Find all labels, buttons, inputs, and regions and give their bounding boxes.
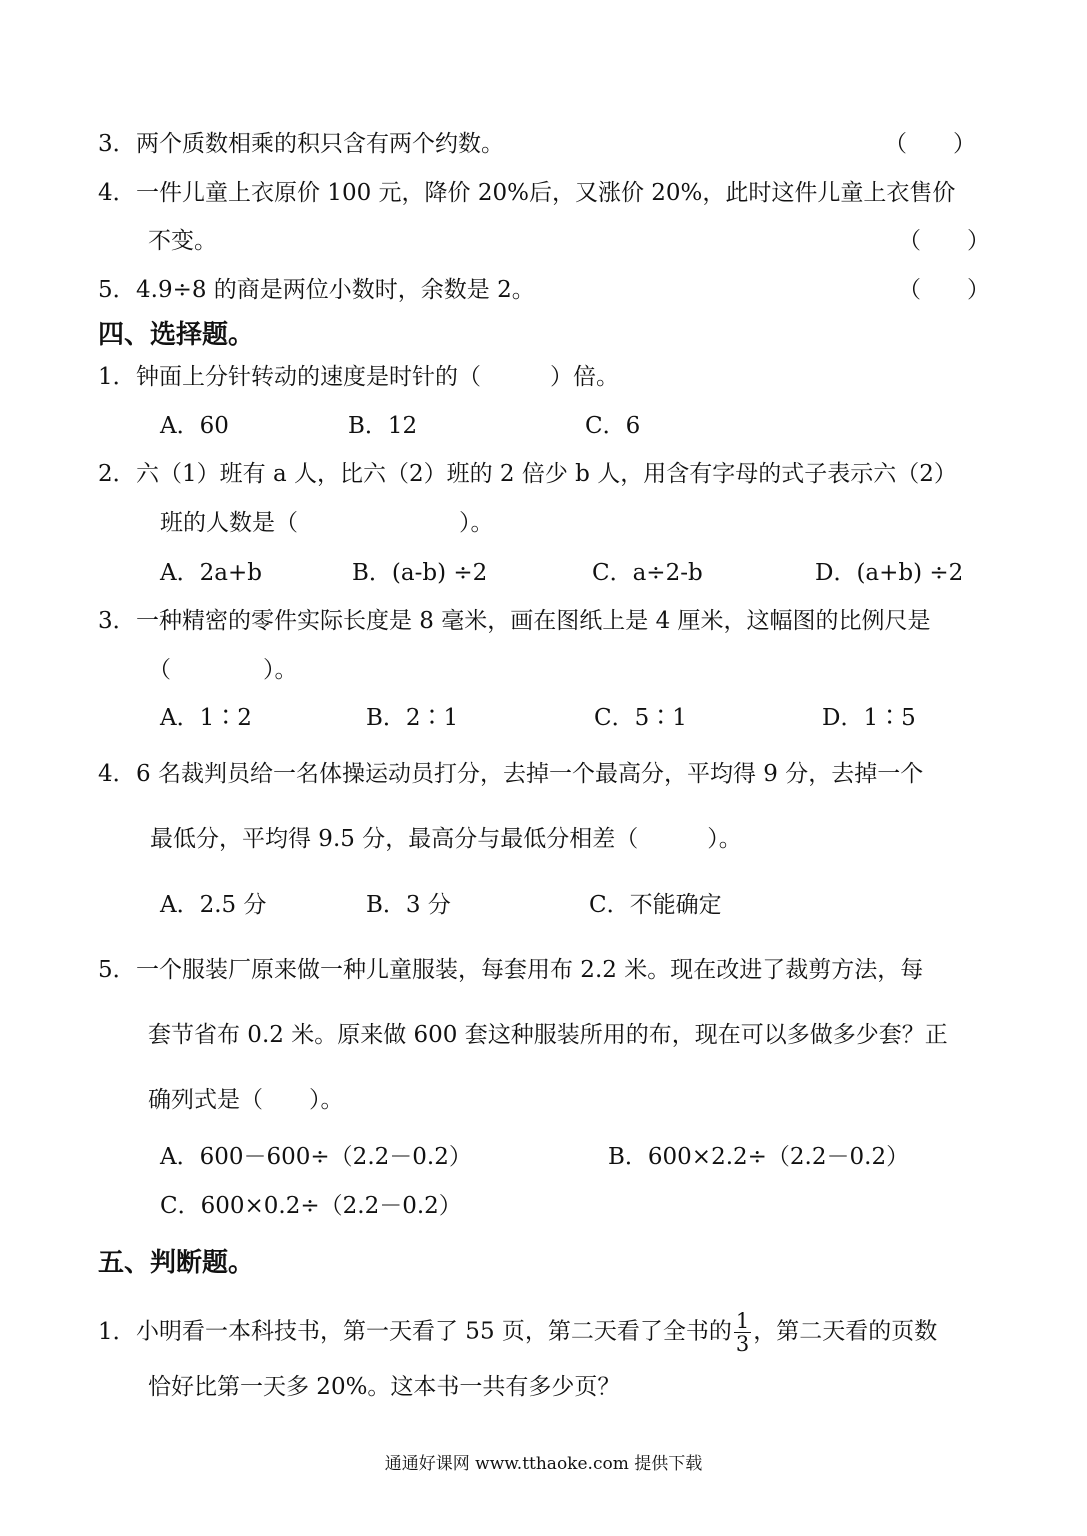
option-d: D．(a+b) ÷2 — [815, 560, 964, 586]
option-c: C．a÷2-b — [592, 560, 703, 586]
option-c: C．5∶1 — [594, 705, 687, 731]
option-c: C．不能确定 — [589, 892, 722, 918]
option-b: B．12 — [348, 413, 418, 439]
judge-item-4-cont: 不变。 — [148, 228, 217, 254]
choice-question-1: 1．钟面上分针转动的速度是时针的（ ）倍。 — [98, 364, 619, 390]
judge-item-4: 4．一件儿童上衣原价 100 元，降价 20%后，又涨价 20%，此时这件儿童上衣售价 — [98, 180, 956, 206]
judge-item-5: 5．4.9÷8 的商是两位小数时，余数是 2。 — [98, 277, 535, 303]
choice-question-4-cont: 最低分，平均得 9.5 分，最高分与最低分相差（ ）。 — [150, 826, 742, 852]
answer-paren: （ ） — [884, 131, 976, 157]
section-heading-choice: 四、选择题。 — [98, 320, 255, 350]
choice-question-4: 4．6 名裁判员给一名体操运动员打分，去掉一个最高分，平均得 9 分，去掉一个 — [98, 761, 924, 787]
option-a: A．2.5 分 — [160, 892, 267, 918]
page-footer: 通通好课网 www.tthaoke.com 提供下载 — [384, 1454, 703, 1474]
option-b: B．(a-b) ÷2 — [352, 560, 488, 586]
option-c: C．600×0.2÷（2.2－0.2） — [160, 1193, 462, 1219]
option-a: A．60 — [160, 413, 229, 439]
option-b: B．2∶1 — [366, 705, 459, 731]
option-b: B．3 分 — [366, 892, 451, 918]
option-b: B．600×2.2÷（2.2－0.2） — [608, 1144, 910, 1170]
option-c: C．6 — [585, 413, 641, 439]
choice-question-3-cont: （ ）。 — [148, 657, 298, 683]
answer-paren: （ ） — [898, 228, 990, 254]
choice-question-3: 3．一种精密的零件实际长度是 8 毫米，画在图纸上是 4 厘米，这幅图的比例尺是 — [98, 608, 931, 634]
choice-question-2-cont: 班的人数是（ ）。 — [160, 510, 494, 536]
option-a: A．1∶2 — [160, 705, 252, 731]
option-a: A．600－600÷（2.2－0.2） — [160, 1144, 472, 1170]
section-heading-judge: 五、判断题。 — [98, 1248, 255, 1278]
judge-question-1-cont: 恰好比第一天多 20%。这本书一共有多少页？ — [148, 1374, 621, 1400]
choice-question-5: 5．一个服装厂原来做一种儿童服装，每套用布 2.2 米。现在改进了裁剪方法，每 — [98, 957, 924, 983]
choice-question-5-cont2: 确列式是（ ）。 — [148, 1087, 344, 1113]
option-d: D．1∶5 — [822, 705, 916, 731]
judge-question-1: 1．小明看一本科技书，第一天看了 55 页，第二天看了全书的 $\frac{1}{3}$ ，第二天看的页数 — [98, 1309, 938, 1356]
judge-item-3: 3．两个质数相乘的积只含有两个约数。 — [98, 131, 504, 157]
fraction-one-third: $\frac{1}{3}$ — [735, 1309, 750, 1356]
answer-paren: （ ） — [898, 277, 990, 303]
choice-question-2: 2．六（1）班有 a 人，比六（2）班的 2 倍少 b 人，用含有字母的式子表示六（2） — [98, 461, 957, 487]
choice-question-5-cont1: 套节省布 0.2 米。原来做 600 套这种服装所用的布，现在可以多做多少套？正 — [148, 1022, 948, 1048]
option-a: A．2a+b — [160, 560, 262, 586]
